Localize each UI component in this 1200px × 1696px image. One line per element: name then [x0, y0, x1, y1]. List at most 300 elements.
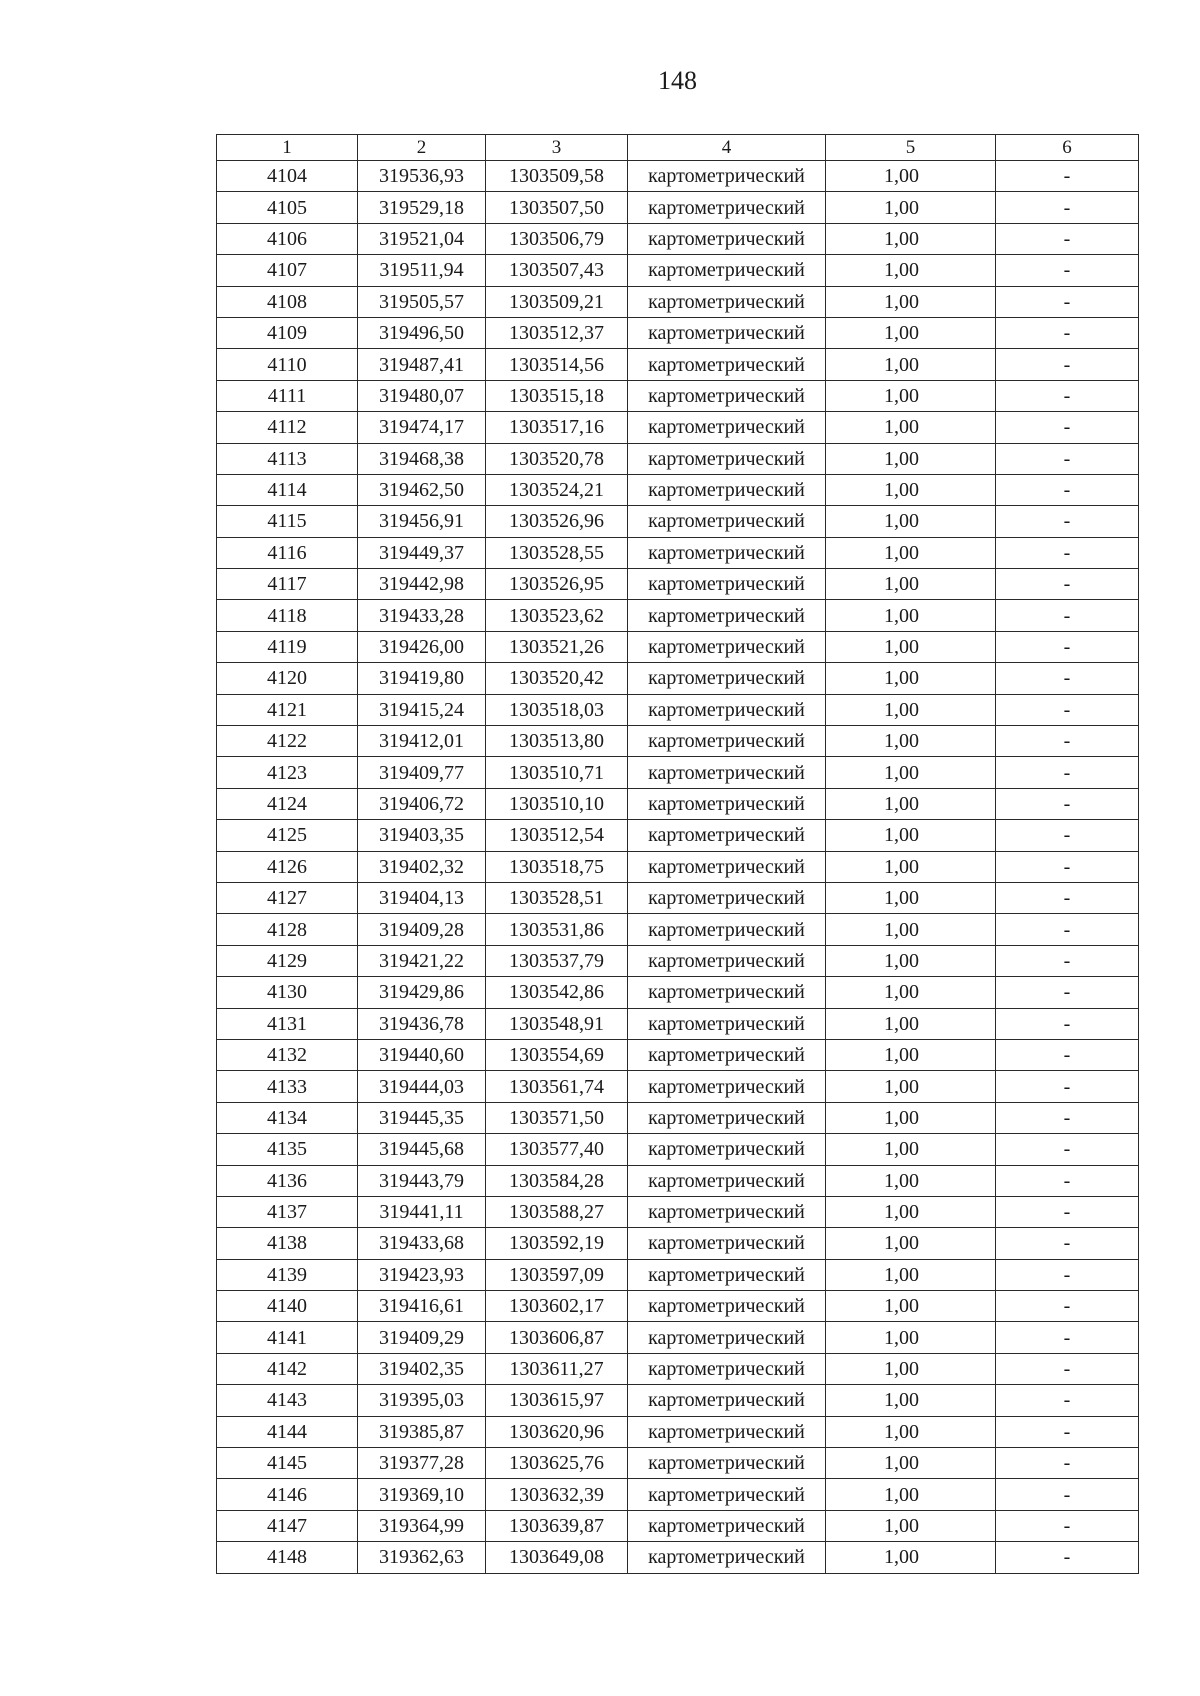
table-row: [217, 1228, 1139, 1259]
note-cell: -: [996, 317, 1139, 348]
table-row: [217, 255, 1139, 286]
point-number-cell: 4130: [217, 977, 358, 1008]
note-cell: -: [996, 192, 1139, 223]
x-coordinate-cell: 319419,80: [358, 663, 486, 694]
x-coordinate-cell: 319456,91: [358, 506, 486, 537]
x-coordinate-cell: 319426,00: [358, 631, 486, 662]
y-coordinate-cell: 1303542,86: [486, 977, 628, 1008]
note-cell: -: [996, 1510, 1139, 1541]
x-coordinate-cell: 319474,17: [358, 412, 486, 443]
x-coordinate-cell: 319521,04: [358, 223, 486, 254]
x-coordinate-cell: 319403,35: [358, 820, 486, 851]
method-cell: картометрический: [628, 1102, 826, 1133]
table-row: [217, 694, 1139, 725]
y-coordinate-cell: 1303602,17: [486, 1291, 628, 1322]
note-cell: -: [996, 694, 1139, 725]
x-coordinate-cell: 319416,61: [358, 1291, 486, 1322]
table-row: [217, 443, 1139, 474]
table-row: [217, 380, 1139, 411]
accuracy-cell: 1,00: [826, 1291, 996, 1322]
accuracy-cell: 1,00: [826, 631, 996, 662]
table-row: [217, 1448, 1139, 1479]
table-row: [217, 1259, 1139, 1290]
method-cell: картометрический: [628, 820, 826, 851]
x-coordinate-cell: 319511,94: [358, 255, 486, 286]
accuracy-cell: 1,00: [826, 223, 996, 254]
x-coordinate-cell: 319436,78: [358, 1008, 486, 1039]
method-cell: картометрический: [628, 726, 826, 757]
y-coordinate-cell: 1303577,40: [486, 1134, 628, 1165]
table-row: [217, 223, 1139, 254]
x-coordinate-cell: 319496,50: [358, 317, 486, 348]
accuracy-cell: 1,00: [826, 1228, 996, 1259]
method-cell: картометрический: [628, 663, 826, 694]
note-cell: -: [996, 537, 1139, 568]
y-coordinate-cell: 1303588,27: [486, 1196, 628, 1227]
y-coordinate-cell: 1303510,10: [486, 788, 628, 819]
y-coordinate-cell: 1303528,55: [486, 537, 628, 568]
note-cell: -: [996, 506, 1139, 537]
y-coordinate-cell: 1303509,21: [486, 286, 628, 317]
accuracy-cell: 1,00: [826, 161, 996, 192]
note-cell: -: [996, 631, 1139, 662]
accuracy-cell: 1,00: [826, 757, 996, 788]
method-cell: картометрический: [628, 192, 826, 223]
x-coordinate-cell: 319409,28: [358, 914, 486, 945]
x-coordinate-cell: 319505,57: [358, 286, 486, 317]
table-header-row: [217, 135, 1139, 161]
point-number-cell: 4104: [217, 161, 358, 192]
accuracy-cell: 1,00: [826, 694, 996, 725]
note-cell: -: [996, 1385, 1139, 1416]
note-cell: -: [996, 977, 1139, 1008]
point-number-cell: 4113: [217, 443, 358, 474]
y-coordinate-cell: 1303507,43: [486, 255, 628, 286]
note-cell: -: [996, 569, 1139, 600]
y-coordinate-cell: 1303512,54: [486, 820, 628, 851]
point-number-cell: 4133: [217, 1071, 358, 1102]
note-cell: -: [996, 1416, 1139, 1447]
table-row: [217, 1196, 1139, 1227]
table-row: [217, 1008, 1139, 1039]
method-cell: картометрический: [628, 1134, 826, 1165]
x-coordinate-cell: 319468,38: [358, 443, 486, 474]
method-cell: картометрический: [628, 1039, 826, 1070]
accuracy-cell: 1,00: [826, 1196, 996, 1227]
table-row: [217, 820, 1139, 851]
method-cell: картометрический: [628, 506, 826, 537]
note-cell: -: [996, 1196, 1139, 1227]
point-number-cell: 4108: [217, 286, 358, 317]
table-row: [217, 977, 1139, 1008]
accuracy-cell: 1,00: [826, 474, 996, 505]
y-coordinate-cell: 1303615,97: [486, 1385, 628, 1416]
point-number-cell: 4124: [217, 788, 358, 819]
point-number-cell: 4126: [217, 851, 358, 882]
note-cell: -: [996, 914, 1139, 945]
method-cell: картометрический: [628, 412, 826, 443]
method-cell: картометрический: [628, 1259, 826, 1290]
x-coordinate-cell: 319449,37: [358, 537, 486, 568]
x-coordinate-cell: 319480,07: [358, 380, 486, 411]
accuracy-cell: 1,00: [826, 788, 996, 819]
point-number-cell: 4114: [217, 474, 358, 505]
note-cell: -: [996, 1542, 1139, 1573]
note-cell: -: [996, 443, 1139, 474]
table-row: [217, 1039, 1139, 1070]
note-cell: -: [996, 161, 1139, 192]
y-coordinate-cell: 1303592,19: [486, 1228, 628, 1259]
point-number-cell: 4106: [217, 223, 358, 254]
x-coordinate-cell: 319423,93: [358, 1259, 486, 1290]
note-cell: -: [996, 757, 1139, 788]
accuracy-cell: 1,00: [826, 977, 996, 1008]
x-coordinate-cell: 319462,50: [358, 474, 486, 505]
y-coordinate-cell: 1303510,71: [486, 757, 628, 788]
note-cell: -: [996, 255, 1139, 286]
y-coordinate-cell: 1303561,74: [486, 1071, 628, 1102]
y-coordinate-cell: 1303554,69: [486, 1039, 628, 1070]
point-number-cell: 4143: [217, 1385, 358, 1416]
y-coordinate-cell: 1303606,87: [486, 1322, 628, 1353]
method-cell: картометрический: [628, 1196, 826, 1227]
y-coordinate-cell: 1303632,39: [486, 1479, 628, 1510]
x-coordinate-cell: 319369,10: [358, 1479, 486, 1510]
table-row: [217, 569, 1139, 600]
y-coordinate-cell: 1303517,16: [486, 412, 628, 443]
y-coordinate-cell: 1303524,21: [486, 474, 628, 505]
accuracy-cell: 1,00: [826, 192, 996, 223]
x-coordinate-cell: 319445,68: [358, 1134, 486, 1165]
accuracy-cell: 1,00: [826, 726, 996, 757]
method-cell: картометрический: [628, 631, 826, 662]
point-number-cell: 4122: [217, 726, 358, 757]
method-cell: картометрический: [628, 349, 826, 380]
point-number-cell: 4111: [217, 380, 358, 411]
accuracy-cell: 1,00: [826, 1071, 996, 1102]
note-cell: -: [996, 600, 1139, 631]
y-coordinate-cell: 1303523,62: [486, 600, 628, 631]
y-coordinate-cell: 1303639,87: [486, 1510, 628, 1541]
x-coordinate-cell: 319445,35: [358, 1102, 486, 1133]
accuracy-cell: 1,00: [826, 914, 996, 945]
note-cell: -: [996, 1259, 1139, 1290]
y-coordinate-cell: 1303584,28: [486, 1165, 628, 1196]
y-coordinate-cell: 1303620,96: [486, 1416, 628, 1447]
note-cell: -: [996, 1322, 1139, 1353]
table-row: [217, 882, 1139, 913]
table-row: [217, 192, 1139, 223]
table-row: [217, 945, 1139, 976]
point-number-cell: 4135: [217, 1134, 358, 1165]
method-cell: картометрический: [628, 945, 826, 976]
y-coordinate-cell: 1303509,58: [486, 161, 628, 192]
point-number-cell: 4129: [217, 945, 358, 976]
accuracy-cell: 1,00: [826, 1322, 996, 1353]
y-coordinate-cell: 1303507,50: [486, 192, 628, 223]
note-cell: -: [996, 1353, 1139, 1384]
note-cell: -: [996, 412, 1139, 443]
accuracy-cell: 1,00: [826, 317, 996, 348]
coordinates-table-container: [216, 134, 1138, 1574]
method-cell: картометрический: [628, 977, 826, 1008]
x-coordinate-cell: 319409,29: [358, 1322, 486, 1353]
table-row: [217, 788, 1139, 819]
method-cell: картометрический: [628, 1291, 826, 1322]
point-number-cell: 4115: [217, 506, 358, 537]
point-number-cell: 4110: [217, 349, 358, 380]
table-row: [217, 1134, 1139, 1165]
note-cell: -: [996, 1102, 1139, 1133]
method-cell: картометрический: [628, 569, 826, 600]
point-number-cell: 4118: [217, 600, 358, 631]
method-cell: картометрический: [628, 694, 826, 725]
accuracy-cell: 1,00: [826, 663, 996, 694]
accuracy-cell: 1,00: [826, 1134, 996, 1165]
method-cell: картометрический: [628, 1228, 826, 1259]
note-cell: -: [996, 788, 1139, 819]
note-cell: -: [996, 1134, 1139, 1165]
table-row: [217, 600, 1139, 631]
table-row: [217, 1353, 1139, 1384]
method-cell: картометрический: [628, 537, 826, 568]
point-number-cell: 4131: [217, 1008, 358, 1039]
x-coordinate-cell: 319362,63: [358, 1542, 486, 1573]
method-cell: картометрический: [628, 757, 826, 788]
table-row: [217, 286, 1139, 317]
y-coordinate-cell: 1303514,56: [486, 349, 628, 380]
point-number-cell: 4144: [217, 1416, 358, 1447]
accuracy-cell: 1,00: [826, 1542, 996, 1573]
y-coordinate-cell: 1303515,18: [486, 380, 628, 411]
table-row: [217, 474, 1139, 505]
accuracy-cell: 1,00: [826, 1479, 996, 1510]
y-coordinate-cell: 1303625,76: [486, 1448, 628, 1479]
y-coordinate-cell: 1303597,09: [486, 1259, 628, 1290]
y-coordinate-cell: 1303548,91: [486, 1008, 628, 1039]
method-cell: картометрический: [628, 161, 826, 192]
point-number-cell: 4105: [217, 192, 358, 223]
note-cell: -: [996, 726, 1139, 757]
table-row: [217, 1165, 1139, 1196]
point-number-cell: 4120: [217, 663, 358, 694]
note-cell: -: [996, 380, 1139, 411]
accuracy-cell: 1,00: [826, 1448, 996, 1479]
x-coordinate-cell: 319404,13: [358, 882, 486, 913]
table-row: [217, 161, 1139, 192]
x-coordinate-cell: 319364,99: [358, 1510, 486, 1541]
x-coordinate-cell: 319406,72: [358, 788, 486, 819]
x-coordinate-cell: 319444,03: [358, 1071, 486, 1102]
method-cell: картометрический: [628, 380, 826, 411]
note-cell: -: [996, 945, 1139, 976]
table-row: [217, 1542, 1139, 1573]
note-cell: -: [996, 286, 1139, 317]
table-row: [217, 1102, 1139, 1133]
y-coordinate-cell: 1303513,80: [486, 726, 628, 757]
point-number-cell: 4107: [217, 255, 358, 286]
table-row: [217, 631, 1139, 662]
accuracy-cell: 1,00: [826, 945, 996, 976]
method-cell: картометрический: [628, 914, 826, 945]
note-cell: -: [996, 223, 1139, 254]
y-coordinate-cell: 1303518,75: [486, 851, 628, 882]
table-row: [217, 412, 1139, 443]
x-coordinate-cell: 319441,11: [358, 1196, 486, 1227]
point-number-cell: 4148: [217, 1542, 358, 1573]
method-cell: картометрический: [628, 474, 826, 505]
accuracy-cell: 1,00: [826, 1102, 996, 1133]
y-coordinate-cell: 1303537,79: [486, 945, 628, 976]
method-cell: картометрический: [628, 317, 826, 348]
method-cell: картометрический: [628, 286, 826, 317]
table-body: [217, 135, 1139, 1574]
accuracy-cell: 1,00: [826, 506, 996, 537]
accuracy-cell: 1,00: [826, 537, 996, 568]
table-row: [217, 1291, 1139, 1322]
header-cell-1: 1: [217, 135, 358, 161]
method-cell: картометрический: [628, 1479, 826, 1510]
method-cell: картометрический: [628, 600, 826, 631]
y-coordinate-cell: 1303531,86: [486, 914, 628, 945]
y-coordinate-cell: 1303611,27: [486, 1353, 628, 1384]
note-cell: -: [996, 882, 1139, 913]
x-coordinate-cell: 319402,32: [358, 851, 486, 882]
x-coordinate-cell: 319487,41: [358, 349, 486, 380]
y-coordinate-cell: 1303518,03: [486, 694, 628, 725]
x-coordinate-cell: 319429,86: [358, 977, 486, 1008]
point-number-cell: 4125: [217, 820, 358, 851]
accuracy-cell: 1,00: [826, 1008, 996, 1039]
x-coordinate-cell: 319402,35: [358, 1353, 486, 1384]
point-number-cell: 4132: [217, 1039, 358, 1070]
accuracy-cell: 1,00: [826, 443, 996, 474]
point-number-cell: 4137: [217, 1196, 358, 1227]
table-row: [217, 317, 1139, 348]
y-coordinate-cell: 1303526,96: [486, 506, 628, 537]
x-coordinate-cell: 319433,68: [358, 1228, 486, 1259]
table-row: [217, 537, 1139, 568]
x-coordinate-cell: 319409,77: [358, 757, 486, 788]
table-row: [217, 1385, 1139, 1416]
point-number-cell: 4136: [217, 1165, 358, 1196]
note-cell: -: [996, 1165, 1139, 1196]
note-cell: -: [996, 663, 1139, 694]
y-coordinate-cell: 1303506,79: [486, 223, 628, 254]
accuracy-cell: 1,00: [826, 820, 996, 851]
x-coordinate-cell: 319395,03: [358, 1385, 486, 1416]
method-cell: картометрический: [628, 1165, 826, 1196]
y-coordinate-cell: 1303526,95: [486, 569, 628, 600]
table-row: [217, 506, 1139, 537]
table-row: [217, 1071, 1139, 1102]
method-cell: картометрический: [628, 788, 826, 819]
x-coordinate-cell: 319443,79: [358, 1165, 486, 1196]
table-row: [217, 914, 1139, 945]
header-cell-3: 3: [486, 135, 628, 161]
header-cell-5: 5: [826, 135, 996, 161]
x-coordinate-cell: 319421,22: [358, 945, 486, 976]
note-cell: -: [996, 1479, 1139, 1510]
note-cell: -: [996, 1448, 1139, 1479]
method-cell: картометрический: [628, 223, 826, 254]
accuracy-cell: 1,00: [826, 600, 996, 631]
accuracy-cell: 1,00: [826, 1259, 996, 1290]
note-cell: -: [996, 1039, 1139, 1070]
point-number-cell: 4109: [217, 317, 358, 348]
table-row: [217, 757, 1139, 788]
method-cell: картометрический: [628, 882, 826, 913]
method-cell: картометрический: [628, 443, 826, 474]
accuracy-cell: 1,00: [826, 569, 996, 600]
header-cell-2: 2: [358, 135, 486, 161]
method-cell: картометрический: [628, 1448, 826, 1479]
method-cell: картометрический: [628, 1008, 826, 1039]
x-coordinate-cell: 319536,93: [358, 161, 486, 192]
accuracy-cell: 1,00: [826, 1416, 996, 1447]
point-number-cell: 4139: [217, 1259, 358, 1290]
x-coordinate-cell: 319433,28: [358, 600, 486, 631]
note-cell: -: [996, 1008, 1139, 1039]
y-coordinate-cell: 1303521,26: [486, 631, 628, 662]
x-coordinate-cell: 319442,98: [358, 569, 486, 600]
point-number-cell: 4112: [217, 412, 358, 443]
point-number-cell: 4116: [217, 537, 358, 568]
point-number-cell: 4119: [217, 631, 358, 662]
accuracy-cell: 1,00: [826, 349, 996, 380]
accuracy-cell: 1,00: [826, 1353, 996, 1384]
point-number-cell: 4145: [217, 1448, 358, 1479]
method-cell: картометрический: [628, 1510, 826, 1541]
note-cell: -: [996, 474, 1139, 505]
x-coordinate-cell: 319440,60: [358, 1039, 486, 1070]
note-cell: -: [996, 1071, 1139, 1102]
point-number-cell: 4123: [217, 757, 358, 788]
method-cell: картометрический: [628, 1416, 826, 1447]
point-number-cell: 4146: [217, 1479, 358, 1510]
note-cell: -: [996, 349, 1139, 380]
method-cell: картометрический: [628, 1542, 826, 1573]
method-cell: картометрический: [628, 255, 826, 286]
table-row: [217, 1322, 1139, 1353]
page-number: 148: [658, 66, 697, 95]
accuracy-cell: 1,00: [826, 412, 996, 443]
coordinates-table: [216, 134, 1139, 1574]
table-row: [217, 1510, 1139, 1541]
point-number-cell: 4147: [217, 1510, 358, 1541]
x-coordinate-cell: 319529,18: [358, 192, 486, 223]
table-row: [217, 726, 1139, 757]
accuracy-cell: 1,00: [826, 851, 996, 882]
method-cell: картометрический: [628, 851, 826, 882]
header-cell-6: 6: [996, 135, 1139, 161]
accuracy-cell: 1,00: [826, 1385, 996, 1416]
x-coordinate-cell: 319415,24: [358, 694, 486, 725]
table-row: [217, 663, 1139, 694]
x-coordinate-cell: 319377,28: [358, 1448, 486, 1479]
x-coordinate-cell: 319385,87: [358, 1416, 486, 1447]
y-coordinate-cell: 1303571,50: [486, 1102, 628, 1133]
method-cell: картометрический: [628, 1353, 826, 1384]
y-coordinate-cell: 1303520,78: [486, 443, 628, 474]
table-row: [217, 851, 1139, 882]
note-cell: -: [996, 851, 1139, 882]
point-number-cell: 4117: [217, 569, 358, 600]
x-coordinate-cell: 319412,01: [358, 726, 486, 757]
accuracy-cell: 1,00: [826, 380, 996, 411]
point-number-cell: 4142: [217, 1353, 358, 1384]
y-coordinate-cell: 1303520,42: [486, 663, 628, 694]
